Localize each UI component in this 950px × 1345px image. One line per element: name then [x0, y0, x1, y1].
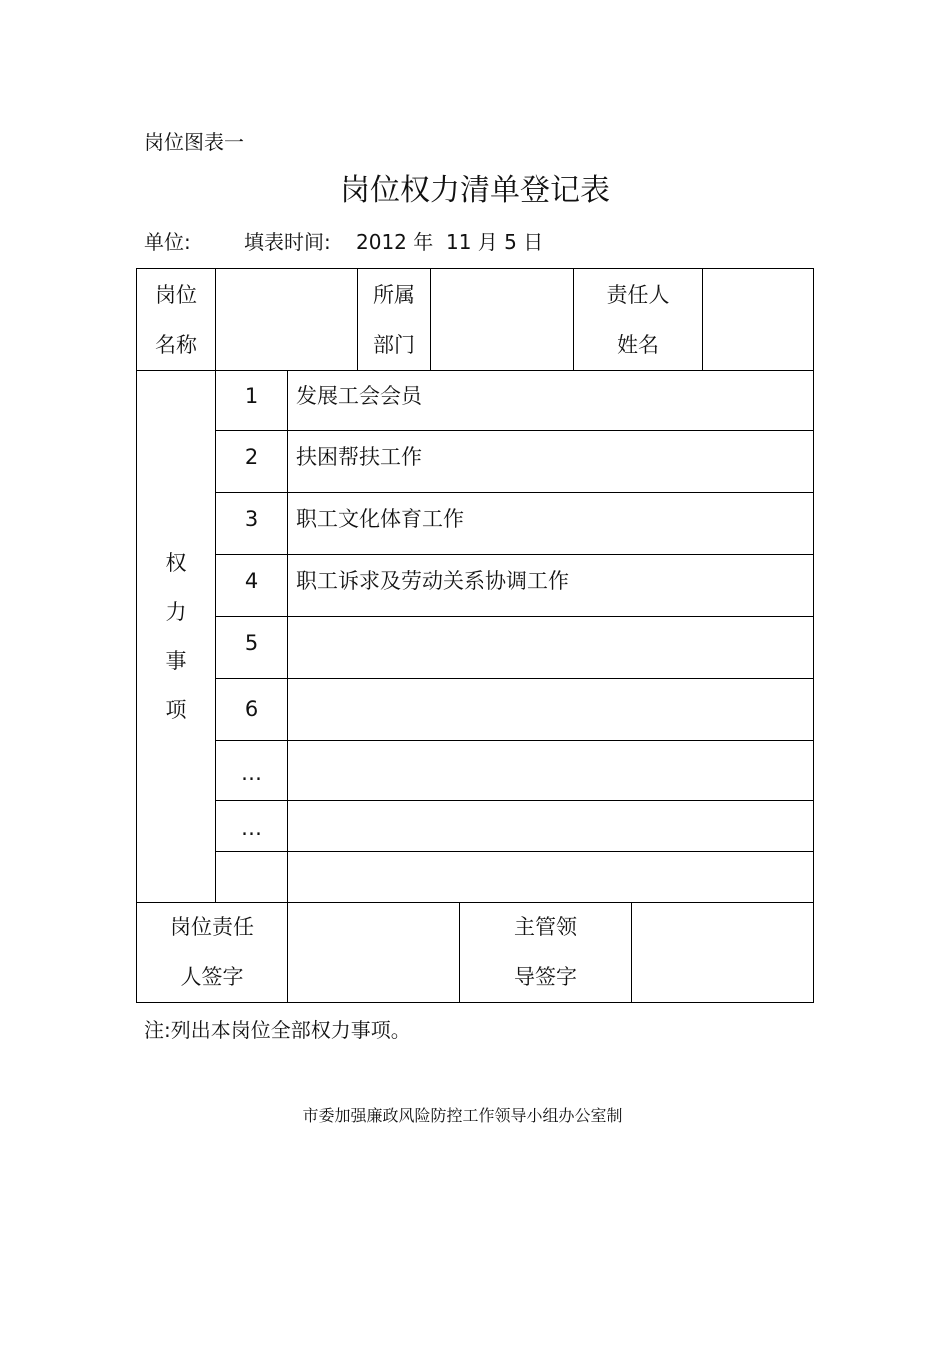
- item-1-number: 1: [244, 383, 259, 408]
- leader-signature-field[interactable]: [632, 903, 812, 1001]
- post-signature-line-2: 人签字: [180, 965, 244, 989]
- post-signature-line-1: 岗位责任: [170, 915, 254, 939]
- item-8-number: …: [241, 816, 262, 840]
- power-items-label: [137, 371, 215, 902]
- leader-signature-line-1: 主管领: [514, 915, 577, 939]
- item-7-text[interactable]: [288, 741, 812, 800]
- post-signature-label: [137, 903, 287, 1001]
- item-5-text[interactable]: [288, 617, 812, 678]
- item-5-number: 5: [244, 630, 259, 655]
- leader-signature-label: [460, 903, 631, 1001]
- department-label: [358, 269, 430, 370]
- footer-issuer: 市委加强廉政风险防控工作领导小组办公室制: [302, 1106, 623, 1125]
- responsible-name-line-2: 姓名: [617, 332, 659, 357]
- post-name-line-2: 名称: [155, 332, 197, 357]
- item-4-number: 4: [244, 568, 259, 593]
- responsible-name-line-1: 责任人: [606, 282, 670, 307]
- item-2-text[interactable]: 扶困帮扶工作: [296, 444, 422, 469]
- item-9-number: [216, 852, 287, 902]
- item-6-text[interactable]: [288, 679, 812, 740]
- power-items-char-1: 权: [165, 550, 187, 575]
- responsible-name-label: [574, 269, 702, 370]
- item-2-number: 2: [244, 444, 259, 469]
- fill-date: 2012 年 11 月 5 日: [356, 230, 544, 254]
- power-items-char-2: 力: [165, 599, 187, 624]
- post-name-label: [137, 269, 215, 370]
- fill-time-label: 填表时间:: [244, 230, 331, 254]
- leader-signature-line-2: 导签字: [514, 965, 577, 989]
- item-6-number: 6: [244, 696, 259, 721]
- department-line-2: 部门: [373, 332, 415, 357]
- item-3-number: 3: [244, 506, 259, 531]
- item-9-text[interactable]: [288, 852, 812, 902]
- unit-label: 单位:: [144, 230, 191, 254]
- item-1-text[interactable]: 发展工会会员: [296, 383, 422, 408]
- department-value[interactable]: [431, 269, 573, 370]
- power-items-char-3: 事: [165, 648, 187, 673]
- item-3-text[interactable]: 职工文化体育工作: [296, 506, 464, 531]
- post-signature-field[interactable]: [288, 903, 459, 1001]
- responsible-name-value[interactable]: [703, 269, 812, 370]
- form-label: 岗位图表一: [144, 130, 244, 154]
- department-line-1: 所属: [373, 282, 415, 307]
- item-7-number: …: [241, 760, 262, 785]
- post-name-value[interactable]: [216, 269, 357, 370]
- page-title: 岗位权力清单登记表: [340, 173, 610, 208]
- power-items-char-4: 项: [165, 697, 187, 722]
- item-4-text[interactable]: 职工诉求及劳动关系协调工作: [296, 568, 569, 593]
- post-name-line-1: 岗位: [155, 282, 197, 307]
- note: 注:列出本岗位全部权力事项。: [144, 1018, 411, 1042]
- item-8-text[interactable]: [288, 801, 812, 851]
